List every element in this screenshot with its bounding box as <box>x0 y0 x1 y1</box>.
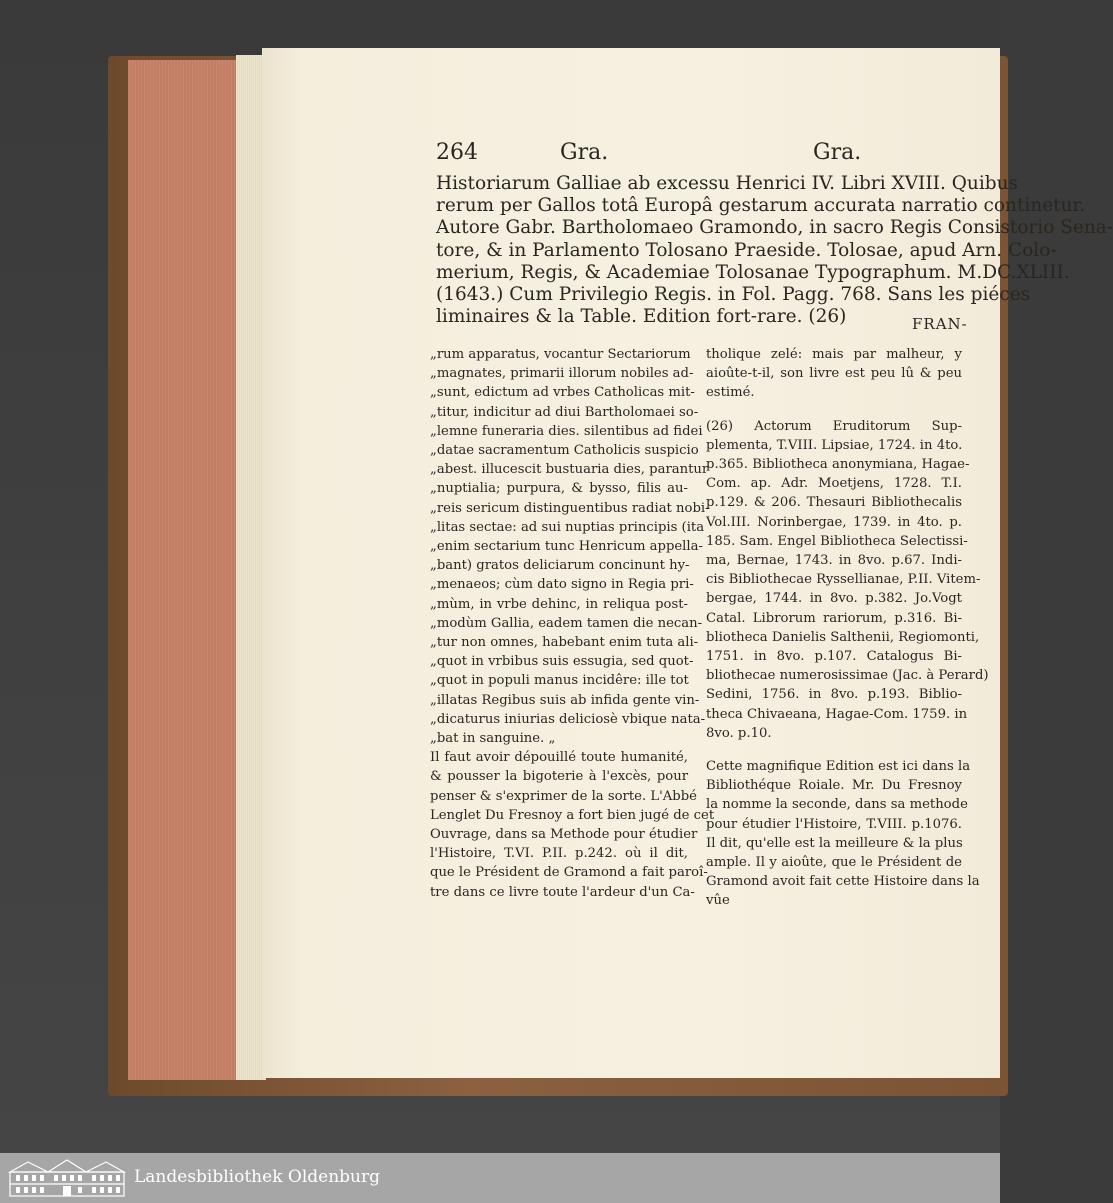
footer-bar <box>0 1153 1000 1203</box>
text-line: Catal. Librorum rariorum, p.316. Bi- <box>706 610 962 626</box>
entry-line: merium, Regis, & Academiae Tolosanae Typographum. M.DC.XLIII. <box>436 261 1070 283</box>
text-line: 1751. in 8vo. p.107. Catalogus Bi- <box>706 649 962 665</box>
paragraph-gap <box>706 743 962 757</box>
text-line: plementa, T.VIII. Lipsiae, 1724. in 4to. <box>706 437 963 453</box>
text-line: „modùm Gallia, eadem tamen die necan- <box>430 615 703 631</box>
text-line: Gramond avoit fait cette Histoire dans la <box>706 874 980 890</box>
bibliographic-entry <box>436 173 1113 328</box>
entry-line: tore, & in Parlamento Tolosano Praeside. Tolosae, apud Arn. Colo- <box>436 239 1057 261</box>
text-line: „sunt, edictum ad vrbes Catholicas mit- <box>430 385 695 401</box>
text-line: 185. Sam. Engel Bibliotheca Selectissi- <box>706 533 968 549</box>
text-line: „titur, indicitur ad diui Bartholomaei so- <box>430 404 699 420</box>
text-line: p.365. Bibliotheca anonymiana, Hagae- <box>706 457 970 473</box>
running-head-left: Gra. <box>560 140 609 165</box>
entry-line: Historiarum Galliae ab excessu Henrici IV. Libri XVIII. Quibus <box>436 173 1018 194</box>
page-number: 264 <box>436 140 478 165</box>
text-line: Cette magnifique Edition est ici dans la <box>706 759 971 775</box>
paragraph-gap <box>706 403 962 417</box>
text-line: (26) Actorum Eruditorum Sup- <box>706 418 962 434</box>
text-line: Ouvrage, dans sa Methode pour étudier <box>430 827 698 843</box>
text-line: „quot in vrbibus suis essugia, sed quot- <box>430 654 694 670</box>
text-line: „menaeos; cùm dato signo in Regia pri- <box>430 577 694 593</box>
left-column <box>430 345 715 902</box>
text-line: „reis sericum distinguentibus radiat nobi- <box>430 500 710 516</box>
text-line: bliothecae numerosissimae (Jac. à Perard) <box>706 668 989 684</box>
text-line: „nuptialia; purpura, & bysso, filis au- <box>430 481 688 497</box>
text-line: cis Bibliothecae Ryssellianae, P.II. Vitem- <box>706 572 981 588</box>
text-line: tre dans ce livre toute l'ardeur d'un Ca- <box>430 884 695 900</box>
text-line: ample. Il y aioûte, que le Président de <box>706 855 962 871</box>
text-line: „datae sacramentum Catholicis suspicio <box>430 443 699 459</box>
text-line: „litas sectae: ad sui nuptias principis (ita <box>430 519 705 535</box>
text-line: tholique zelé: mais par malheur, y <box>706 347 962 362</box>
text-line: bergae, 1744. in 8vo. p.382. Jo.Vogt <box>706 591 962 607</box>
text-line: p.129. & 206. Thesauri Bibliothecalis <box>706 495 962 511</box>
text-line: aioûte-t-il, son livre est peu lû & peu <box>706 366 962 382</box>
entry-line: rerum per Gallos totâ Europâ gestarum accurata narratio continetur. <box>436 195 1086 217</box>
institution-name: Landesbibliothek Oldenburg <box>134 1167 381 1187</box>
text-line: „mùm, in vrbe dehinc, in reliqua post- <box>430 596 688 612</box>
text-line: Il dit, qu'elle est la meilleure & la plus <box>706 835 963 851</box>
entry-line: liminaires & la Table. Edition fort-rare. (26) <box>436 306 847 328</box>
text-line: Com. ap. Adr. Moetjens, 1728. T.I. <box>706 476 962 492</box>
text-line: la nomme la seconde, dans sa methode <box>706 797 968 813</box>
text-line: l'Histoire, T.VI. P.II. p.242. où il dit, <box>430 846 688 862</box>
text-line: „magnates, primarii illorum nobiles ad- <box>430 366 694 382</box>
text-line: „dicaturus iniurias deliciosè vbique nata- <box>430 711 706 727</box>
text-line: Lenglet Du Fresnoy a fort bien jugé de cet <box>430 807 715 823</box>
catchword: FRAN- <box>912 315 968 333</box>
text-line: ma, Bernae, 1743. in 8vo. p.67. Indi- <box>706 553 962 569</box>
text-line: Vol.III. Norinbergae, 1739. in 4to. p. <box>706 514 962 530</box>
text-line: que le Président de Gramond a fait paroî- <box>430 865 708 881</box>
text-line: estimé. <box>706 385 755 401</box>
running-head-right: Gra. <box>813 140 862 165</box>
page-edges <box>128 60 240 1080</box>
text-line: Il faut avoir dépouillé toute humanité, <box>430 750 688 766</box>
text-line: „bant) gratos deliciarum concinunt hy- <box>430 558 690 574</box>
text-line: „illatas Regibus suis ab infida gente vin- <box>430 692 700 708</box>
text-line: „enim sectarium tunc Henricum appella- <box>430 539 703 555</box>
text-line: Bibliothéque Roiale. Mr. Du Fresnoy <box>706 778 962 794</box>
text-line: „rum apparatus, vocantur Sectariorum <box>430 347 691 362</box>
text-line: theca Chivaeana, Hagae-Com. 1759. in <box>706 706 968 722</box>
text-line: „quot in populi manus incidêre: ille tot <box>430 673 689 689</box>
text-line: vûe <box>706 893 730 909</box>
text-line: & pousser la bigoterie à l'excès, pour <box>430 769 688 785</box>
text-line: Sedini, 1756. in 8vo. p.193. Biblio- <box>706 687 962 703</box>
text-line: 8vo. p.10. <box>706 725 772 741</box>
entry-line: Autore Gabr. Bartholomaeo Gramondo, in sacro Regis Consistorio Sena- <box>436 217 1113 239</box>
text-line: „lemne funeraria dies. silentibus ad fidei <box>430 423 703 439</box>
running-header <box>436 140 956 174</box>
text-line: bliotheca Danielis Salthenii, Regiomonti, <box>706 629 980 645</box>
entry-line: (1643.) Cum Privilegio Regis. in Fol. Pagg. 768. Sans les piéces <box>436 284 1031 306</box>
right-column <box>706 345 989 911</box>
text-line: pour étudier l'Histoire, T.VIII. p.1076. <box>706 816 962 832</box>
text-line: „bat in sanguine. „ <box>430 731 556 747</box>
text-line: „abest. illucescit bustuaria dies, parantur <box>430 462 709 478</box>
text-line: penser & s'exprimer de la sorte. L'Abbé <box>430 788 697 804</box>
library-building-icon <box>8 1158 126 1198</box>
text-line: „tur non omnes, habebant enim tuta ali- <box>430 635 699 651</box>
